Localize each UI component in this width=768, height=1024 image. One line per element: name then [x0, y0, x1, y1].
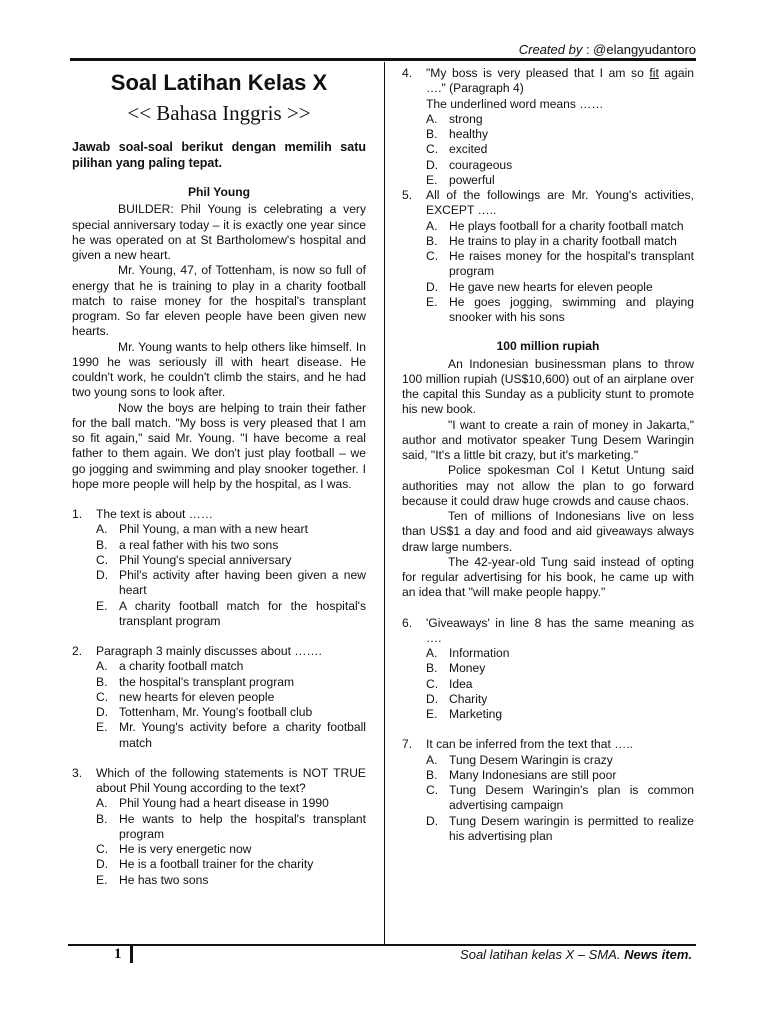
paragraph: Ten of millions of Indonesians live on less than US$1 a day and food and aid giveaways always draw large numbers. [402, 509, 694, 554]
text2-heading: 100 million rupiah [496, 339, 600, 354]
option-text: Idea [449, 676, 473, 691]
option-letter: E. [426, 707, 438, 721]
option-text: He is very energetic now [119, 842, 252, 856]
answer-option [426, 158, 694, 173]
answer-option [96, 873, 366, 888]
answer-option [96, 720, 366, 751]
option-letter: C. [426, 783, 439, 797]
answer-option [426, 112, 694, 127]
question-1 [72, 507, 366, 629]
option-text: Phil Young had a heart disease in 1990 [119, 796, 329, 811]
top-rule [70, 58, 696, 61]
option-text: Many Indonesians are still poor [449, 767, 617, 782]
question-number: 5. [402, 188, 413, 202]
paragraph: Now the boys are helping to train their father for the ball match. "My boss is very pleased that I am so fit again," said Mr. Young. "I have become a real father to them again. We don't just play football – we go jogging and swimming and play snooker together. I hope more people will help by the hospital, as I was. [72, 400, 366, 491]
question-stem [426, 66, 694, 97]
option-text: Money [449, 661, 486, 676]
question-number: 7. [402, 737, 413, 752]
answer-option [426, 249, 694, 280]
left-column [72, 66, 366, 888]
paragraph: BUILDER: Phil Young is celebrating a very special anniversary today – it is exactly one year since he was operated on at St Bartholomew's hospital and given a new heart. [72, 202, 366, 262]
option-list [426, 219, 694, 326]
option-letter: B. [426, 661, 438, 676]
option-text: He gave new hearts for eleven people [449, 279, 653, 294]
option-letter: E. [96, 598, 108, 613]
question-stem: 'Giveaways' in line 8 has the same meaning as …. [426, 615, 694, 645]
option-letter: B. [426, 233, 438, 248]
option-text: excited [449, 142, 488, 157]
question-number: 6. [402, 615, 413, 630]
text1-body [72, 202, 366, 492]
answer-option [426, 219, 694, 234]
stem-part: again …." (Paragraph 4) [426, 66, 695, 96]
answer-option [96, 659, 366, 674]
page-number-bar [130, 945, 133, 963]
answer-option [426, 783, 694, 814]
option-text: He has two sons [119, 872, 209, 887]
page-title: Soal Latihan Kelas X [110, 70, 328, 95]
option-letter: C. [426, 142, 439, 157]
answer-option [426, 142, 694, 157]
option-letter: B. [426, 767, 438, 782]
answer-option [426, 127, 694, 142]
option-text: He plays football for a charity football match [449, 218, 684, 233]
question-stem: Paragraph 3 mainly discusses about ……. [96, 644, 322, 658]
paragraph: Mr. Young wants to help others like himself. In 1990 he was seriously ill with heart disease. He couldn't work, he couldn't climb the stairs, and he had two young sons to look after. [72, 339, 366, 400]
option-text: He is a football trainer for the charity [119, 857, 314, 872]
answer-option [96, 690, 366, 705]
author-handle: @elangyudantoro [593, 42, 696, 57]
option-letter: B. [426, 127, 438, 141]
question-number: 3. [72, 765, 83, 780]
footer-label: Soal latihan kelas X – SMA. [460, 947, 621, 962]
option-letter: C. [96, 842, 109, 856]
option-letter: E. [96, 872, 108, 887]
question-number: 1. [72, 507, 83, 521]
option-list [426, 112, 694, 188]
question-stem: Which of the following statements is NOT TRUE about Phil Young according to the text? [96, 765, 366, 795]
text1-heading: Phil Young [187, 185, 251, 199]
option-letter: D. [426, 279, 439, 294]
option-text: new hearts for eleven people [119, 689, 275, 704]
created-by-sep: : [582, 42, 594, 57]
question-7 [402, 737, 694, 844]
question-5-slot [402, 188, 694, 325]
answer-option [426, 661, 694, 676]
question-stem: The text is about …… [96, 507, 213, 521]
option-letter: A. [426, 218, 438, 233]
answer-option [96, 675, 366, 690]
option-text: the hospital's transplant program [119, 674, 295, 689]
question-stem-line2: The underlined word means …… [426, 96, 604, 111]
option-list [96, 796, 366, 888]
answer-option [426, 814, 694, 845]
answer-option [426, 295, 694, 326]
option-letter: A. [96, 522, 108, 537]
question-4 [402, 66, 694, 188]
answer-option [426, 707, 694, 722]
option-text: Information [449, 646, 510, 660]
option-letter: D. [96, 857, 109, 872]
option-letter: C. [426, 676, 439, 691]
instruction-text: Jawab soal-soal berikut dengan memilih satu pilihan yang paling tepat. [72, 140, 366, 170]
answer-option [426, 646, 694, 661]
bottom-rule [68, 944, 696, 946]
option-text: He wants to help the hospital's transplant program [119, 811, 366, 841]
footer-bold: News item. [620, 947, 692, 962]
page-number: 1 [114, 946, 122, 962]
answer-option [96, 568, 366, 599]
option-text: Tottenham, Mr. Young's football club [119, 705, 313, 719]
option-text: Charity [449, 691, 488, 706]
option-list [426, 646, 694, 722]
answer-option [96, 599, 366, 630]
option-text: Phil's activity after having been given a new heart [119, 568, 366, 598]
option-letter: E. [426, 172, 438, 187]
paragraph: The 42-year-old Tung said instead of opting for regular advertising for his book, he came up with an idea that "will make people happy." [402, 554, 694, 600]
answer-option [426, 234, 694, 249]
answer-option [426, 677, 694, 692]
option-letter: A. [426, 752, 438, 767]
paragraph: An Indonesian businessman plans to throw 100 million rupiah (US$10,600) out of an airplane over the capital this Sunday as a publicity stunt to promote his new book. [402, 356, 694, 417]
answer-option [96, 705, 366, 720]
option-text: a charity football match [119, 659, 244, 674]
questions-left [72, 507, 366, 888]
question-5 [402, 188, 694, 325]
option-text: He trains to play in a charity football match [449, 233, 677, 248]
column-divider [384, 62, 385, 944]
option-letter: B. [96, 811, 108, 826]
option-list [96, 522, 366, 629]
option-letter: A. [426, 646, 438, 660]
option-letter: C. [96, 689, 109, 704]
option-letter: A. [96, 796, 108, 811]
option-text: He goes jogging, swimming and playing snooker with his sons [449, 294, 694, 324]
question-number: 4. [402, 66, 413, 80]
option-text: Marketing [449, 707, 503, 721]
option-letter: B. [96, 537, 108, 552]
right-column [402, 66, 694, 844]
underlined-word: fit [649, 66, 659, 80]
question-2 [72, 644, 366, 751]
option-text: Tung Desem waringin is permitted to realize his advertising plan [449, 813, 694, 843]
answer-option [96, 842, 366, 857]
option-text: He raises money for the hospital's transplant program [449, 249, 694, 279]
option-letter: D. [96, 705, 109, 719]
stem-part: "My boss is very pleased that I am so [426, 66, 650, 80]
questions-right [402, 616, 694, 845]
option-letter: E. [426, 294, 438, 309]
question-stem: All of the followings are Mr. Young's activities, EXCEPT ….. [426, 188, 694, 218]
option-text: a real father with his two sons [119, 537, 279, 552]
option-letter: E. [96, 720, 108, 735]
created-by-label: Created by [518, 42, 583, 57]
option-letter: C. [426, 249, 439, 263]
answer-option [426, 768, 694, 783]
answer-option [426, 753, 694, 768]
option-text: A charity football match for the hospital's transplant program [119, 598, 366, 628]
paragraph: Police spokesman Col I Ketut Untung said authorities may not allow the plan to go forward because it could draw huge crowds and cause chaos. [402, 463, 694, 508]
answer-option [96, 553, 366, 568]
answer-option [96, 522, 366, 537]
answer-option [426, 173, 694, 188]
option-text: healthy [449, 127, 488, 141]
option-text: Mr. Young's activity before a charity football match [119, 720, 366, 750]
answer-option [426, 280, 694, 295]
answer-option [426, 692, 694, 707]
page-subtitle: << Bahasa Inggris >> [127, 101, 311, 125]
option-text: strong [449, 111, 483, 126]
option-text: Tung Desem Waringin is crazy [449, 752, 613, 767]
option-list [96, 659, 366, 751]
answer-option [96, 796, 366, 811]
option-text: Tung Desem Waringin's plan is common advertising campaign [449, 783, 694, 813]
option-letter: A. [426, 111, 438, 126]
answer-option [96, 538, 366, 553]
option-list [426, 753, 694, 845]
option-text: powerful [449, 172, 495, 187]
question-number: 2. [72, 644, 83, 658]
answer-option [96, 857, 366, 872]
option-letter: D. [426, 157, 439, 172]
question-3 [72, 766, 366, 888]
paragraph: "I want to create a rain of money in Jakarta," author and motivator speaker Tung Desem Waringin said, "It's a little bit crazy, but it's marketing." [402, 417, 694, 462]
option-text: Phil Young's special anniversary [119, 552, 292, 567]
option-text: Phil Young, a man with a new heart [119, 522, 308, 537]
option-letter: C. [96, 552, 109, 567]
answer-option [96, 812, 366, 843]
question-6 [402, 616, 694, 723]
option-text: courageous [449, 157, 513, 172]
option-letter: B. [96, 674, 108, 689]
option-letter: D. [96, 568, 109, 582]
option-letter: A. [96, 659, 108, 674]
question-stem: It can be inferred from the text that ….. [426, 737, 634, 752]
footer-text [460, 947, 692, 962]
text2-body [402, 357, 694, 601]
option-letter: D. [426, 691, 439, 706]
created-by [519, 42, 696, 57]
option-letter: D. [426, 813, 439, 828]
paragraph: Mr. Young, 47, of Tottenham, is now so full of energy that he is training to play in a charity football match to raise money for the hospital's transplant program. So far eleven people have been given new hearts. [72, 263, 366, 339]
